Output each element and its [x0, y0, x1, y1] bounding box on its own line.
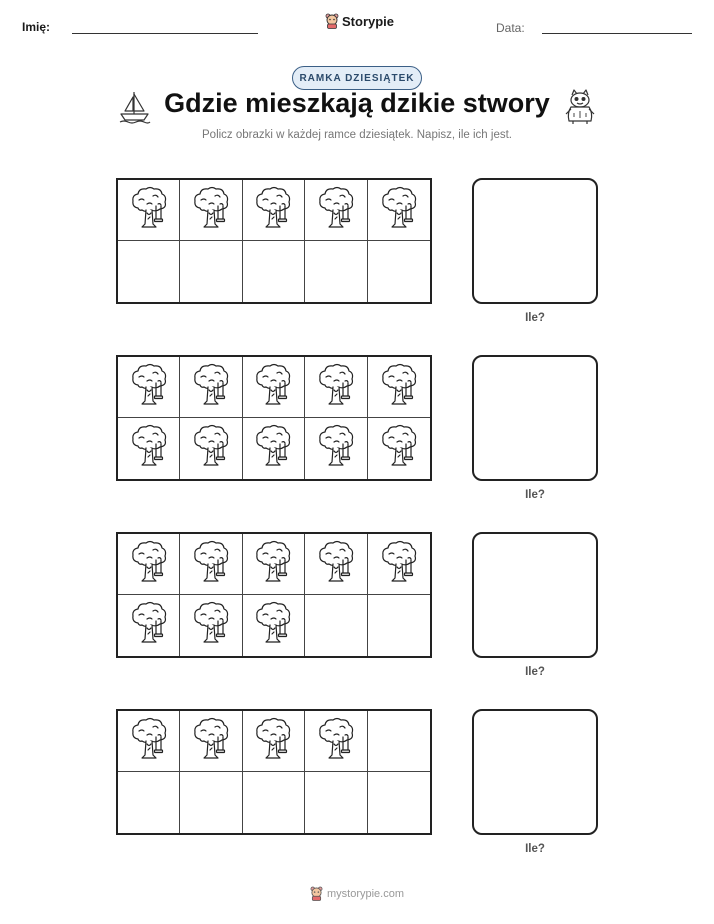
tree-with-swing-icon	[129, 186, 169, 235]
tree-with-swing-icon	[379, 186, 419, 235]
ten-frame-cell	[243, 357, 305, 418]
ten-frame-cell	[180, 180, 242, 241]
tree-with-swing-icon	[316, 717, 356, 766]
answer-prompt-1: Ile?	[525, 312, 545, 324]
tree-with-swing-icon	[253, 424, 293, 473]
ten-frame-cell	[118, 241, 180, 302]
answer-box-1[interactable]	[472, 178, 598, 304]
answer-box-3[interactable]	[472, 532, 598, 658]
ten-frame-cell	[368, 595, 430, 656]
ten-frame-cell	[180, 711, 242, 772]
ten-frame-cell	[305, 180, 367, 241]
ten-frame-cell	[243, 534, 305, 595]
tree-with-swing-icon	[316, 424, 356, 473]
ten-frame-cell	[243, 595, 305, 656]
tree-with-swing-icon	[316, 186, 356, 235]
tree-with-swing-icon	[253, 601, 293, 650]
tree-with-swing-icon	[253, 717, 293, 766]
footer	[0, 886, 714, 901]
ten-frame-cell	[305, 357, 367, 418]
tree-with-swing-icon	[191, 424, 231, 473]
answer-box-2[interactable]	[472, 355, 598, 481]
answer-box-4[interactable]	[472, 709, 598, 835]
tree-with-swing-icon	[191, 363, 231, 412]
tree-with-swing-icon	[129, 363, 169, 412]
worksheet-badge: RAMKA DZIESIĄTEK	[292, 66, 422, 90]
ten-frame-cell	[118, 595, 180, 656]
ten-frame-cell	[180, 595, 242, 656]
tree-with-swing-icon	[129, 540, 169, 589]
tree-with-swing-icon	[253, 363, 293, 412]
ten-frame-cell	[118, 180, 180, 241]
tree-with-swing-icon	[191, 186, 231, 235]
ten-frame-cell	[368, 418, 430, 479]
ten-frame-cell	[180, 241, 242, 302]
ten-frame-cell	[368, 241, 430, 302]
tree-with-swing-icon	[129, 601, 169, 650]
tree-with-swing-icon	[191, 540, 231, 589]
tree-with-swing-icon	[191, 717, 231, 766]
ten-frame-4	[116, 709, 432, 835]
ten-frame-cell	[118, 711, 180, 772]
brand-logo	[325, 13, 394, 29]
name-label: Imię:	[22, 20, 51, 34]
page-title: Gdzie mieszkają dzikie stwory	[164, 88, 550, 118]
ten-frame-cell	[305, 595, 367, 656]
ten-frame-cell	[118, 772, 180, 833]
ten-frame-cell	[368, 534, 430, 595]
monster-icon	[563, 89, 597, 125]
answer-prompt-3: Ile?	[525, 666, 545, 678]
ten-frame-cell	[305, 711, 367, 772]
ten-frame-cell	[118, 534, 180, 595]
storypie-mascot-icon	[310, 886, 323, 901]
ten-frame-1	[116, 178, 432, 304]
ten-frame-cell	[118, 418, 180, 479]
ten-frame-cell	[243, 418, 305, 479]
date-line[interactable]	[542, 33, 692, 34]
name-line[interactable]	[72, 33, 258, 34]
tree-with-swing-icon	[379, 363, 419, 412]
tree-with-swing-icon	[316, 363, 356, 412]
ten-frame-cell	[118, 357, 180, 418]
date-label: Data:	[496, 21, 525, 35]
ten-frame-cell	[305, 418, 367, 479]
ten-frame-cell	[243, 711, 305, 772]
tree-with-swing-icon	[379, 540, 419, 589]
ten-frame-cell	[180, 534, 242, 595]
answer-prompt-4: Ile?	[525, 843, 545, 855]
ten-frame-cell	[305, 241, 367, 302]
ten-frame-3	[116, 532, 432, 658]
ten-frame-cell	[243, 241, 305, 302]
footer-site: mystorypie.com	[326, 887, 405, 900]
ten-frame-cell	[368, 772, 430, 833]
ten-frame-cell	[368, 711, 430, 772]
brand-name: Storypie	[342, 13, 395, 29]
ten-frame-cell	[243, 772, 305, 833]
tree-with-swing-icon	[129, 717, 169, 766]
ten-frame-2	[116, 355, 432, 481]
ten-frame-cell	[305, 772, 367, 833]
ten-frame-cell	[368, 180, 430, 241]
storypie-mascot-icon	[325, 13, 339, 29]
ten-frame-cell	[180, 357, 242, 418]
ten-frame-cell	[180, 772, 242, 833]
tree-with-swing-icon	[253, 186, 293, 235]
ten-frame-cell	[243, 180, 305, 241]
instructions: Policz obrazki w każdej ramce dziesiątek. Napisz, ile ich jest.	[202, 129, 512, 141]
tree-with-swing-icon	[379, 424, 419, 473]
tree-with-swing-icon	[316, 540, 356, 589]
ten-frame-cell	[368, 357, 430, 418]
tree-with-swing-icon	[191, 601, 231, 650]
answer-prompt-2: Ile?	[525, 489, 545, 501]
ten-frame-cell	[180, 418, 242, 479]
tree-with-swing-icon	[253, 540, 293, 589]
tree-with-swing-icon	[129, 424, 169, 473]
ten-frame-cell	[305, 534, 367, 595]
